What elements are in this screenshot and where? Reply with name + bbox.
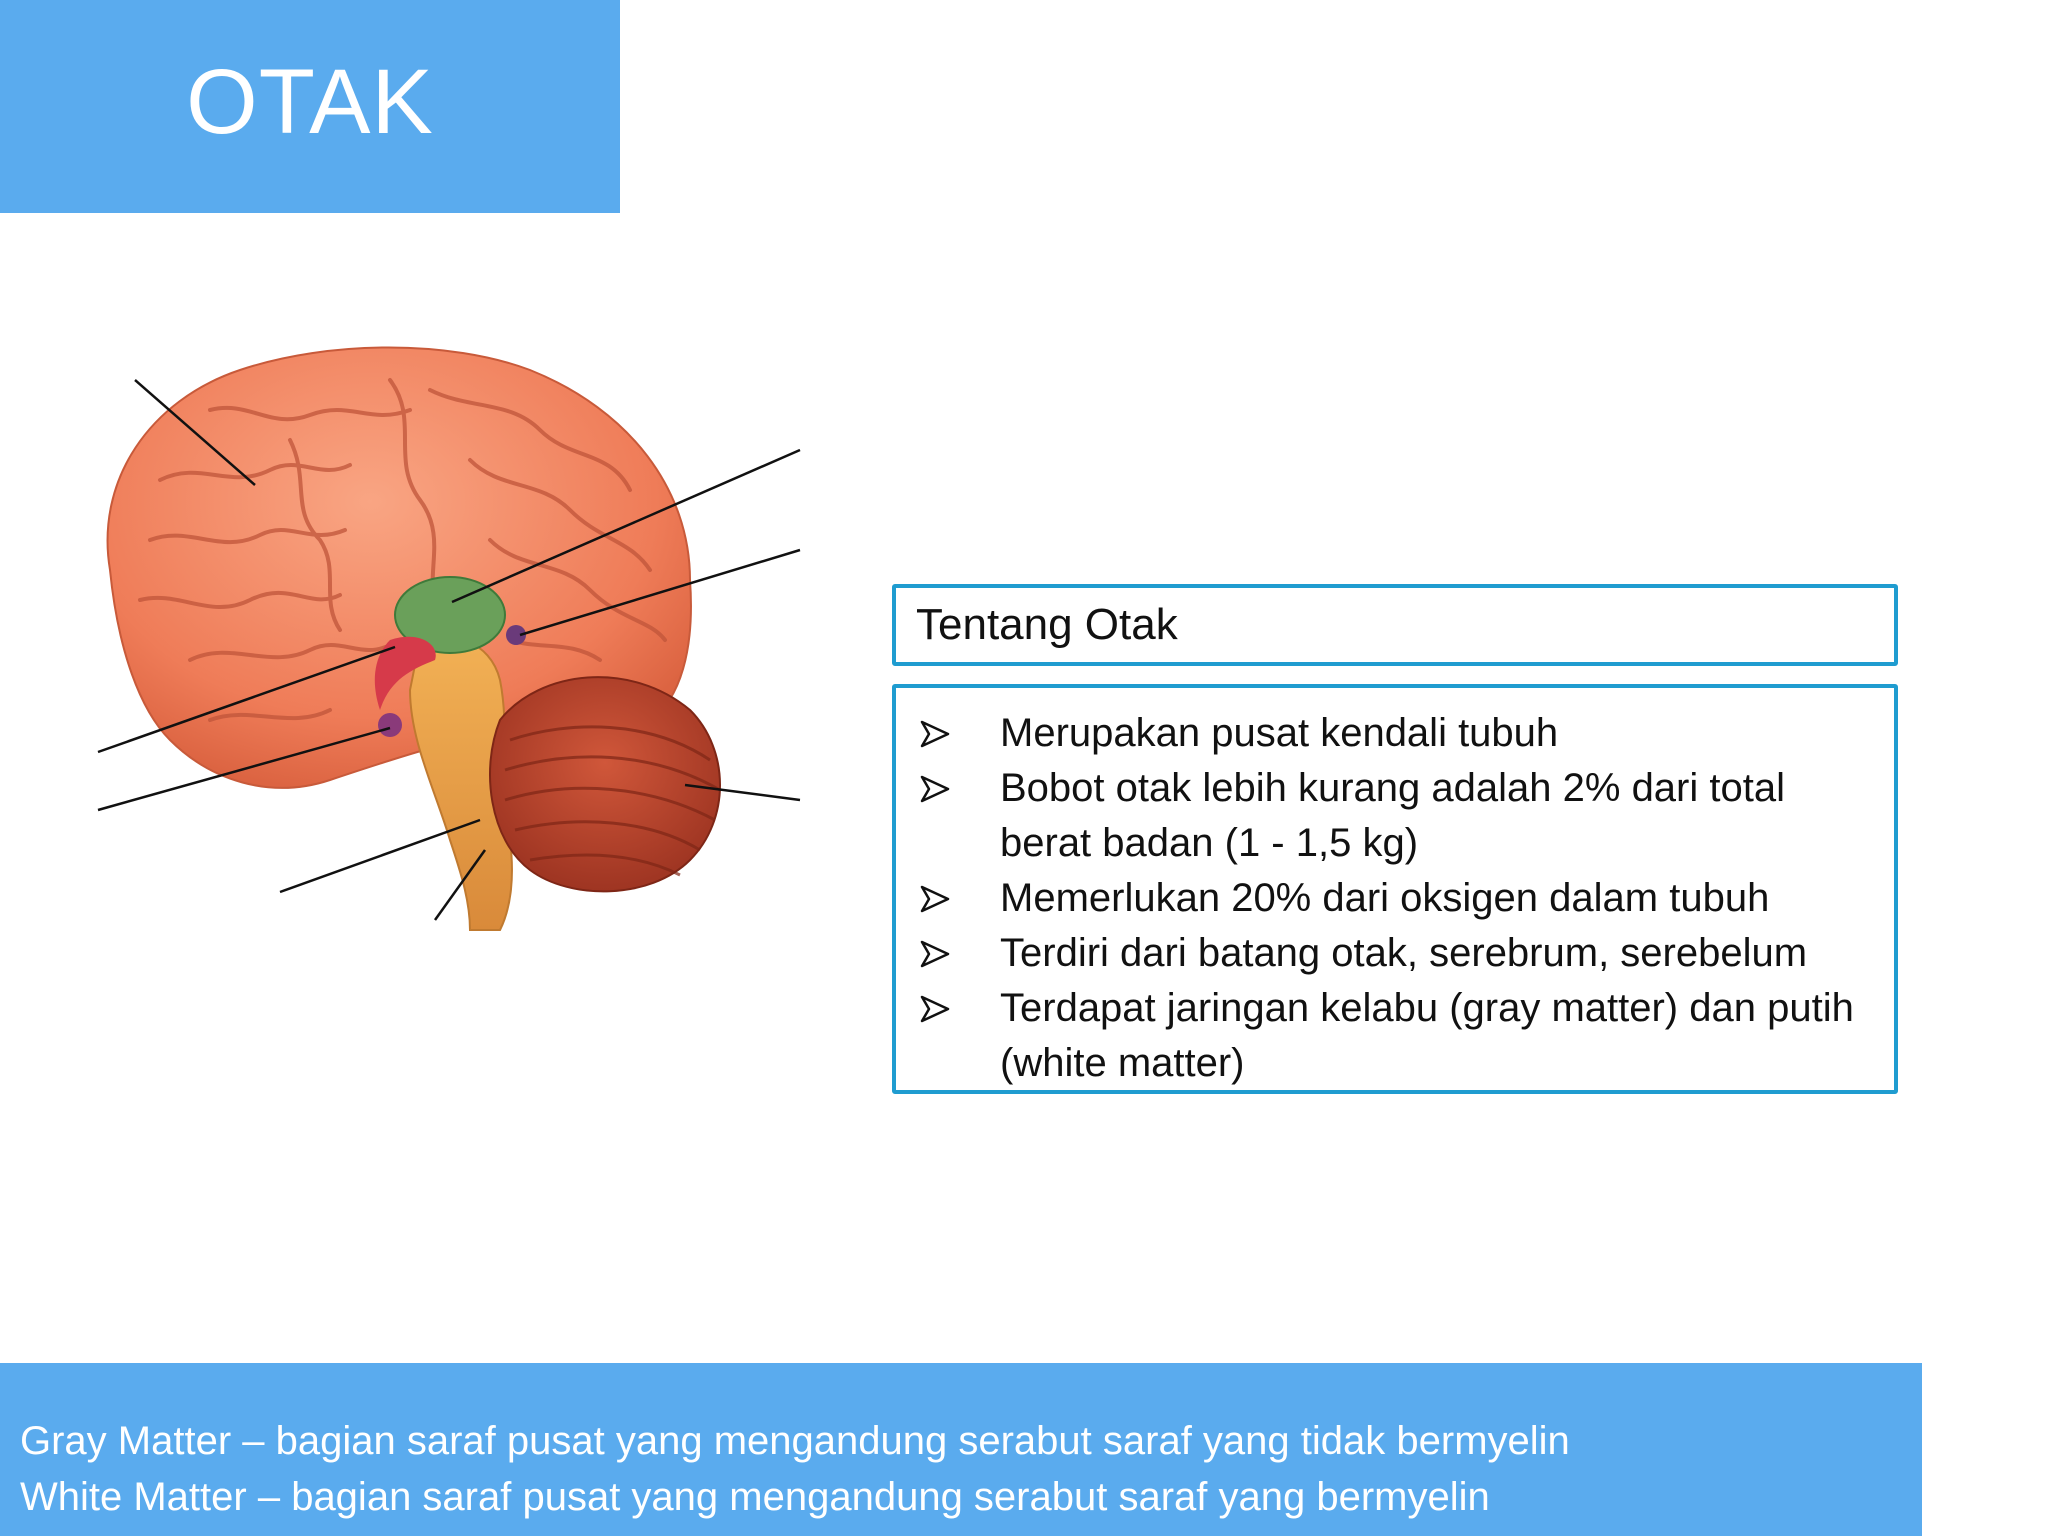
list-item bbox=[920, 926, 1874, 981]
arrowhead-bullet-icon bbox=[920, 926, 960, 981]
fact-text: Terdapat jaringan kelabu (gray matter) dan putih (white matter) bbox=[1000, 986, 1854, 1085]
gray-matter-definition: Gray Matter – bagian saraf pusat yang mengandung serabut saraf yang tidak bermyelin bbox=[20, 1419, 1570, 1463]
facts-box bbox=[892, 684, 1898, 1094]
fact-text: Memerlukan 20% dari oksigen dalam tubuh bbox=[1000, 876, 1770, 920]
title-banner bbox=[0, 0, 620, 213]
arrowhead-bullet-icon bbox=[920, 981, 960, 1036]
definitions-footer bbox=[0, 1363, 1922, 1536]
arrowhead-bullet-icon bbox=[920, 871, 960, 926]
facts-list bbox=[920, 706, 1874, 1091]
fact-text: Terdiri dari batang otak, serebrum, serebelum bbox=[1000, 931, 1808, 975]
arrowhead-bullet-icon bbox=[920, 706, 960, 761]
fact-text: Merupakan pusat kendali tubuh bbox=[1000, 711, 1559, 755]
arrowhead-bullet-icon bbox=[920, 761, 960, 816]
about-heading: Tentang Otak bbox=[916, 600, 1178, 649]
list-item bbox=[920, 981, 1874, 1091]
slide-title: OTAK bbox=[186, 51, 434, 153]
fact-text: Bobot otak lebih kurang adalah 2% dari total berat badan (1 - 1,5 kg) bbox=[1000, 766, 1785, 865]
list-item bbox=[920, 706, 1874, 761]
brain-illustration bbox=[90, 340, 820, 940]
about-heading-box bbox=[892, 584, 1898, 666]
list-item bbox=[920, 871, 1874, 926]
list-item bbox=[920, 761, 1874, 871]
white-matter-definition: White Matter – bagian saraf pusat yang mengandung serabut saraf yang bermyelin bbox=[20, 1475, 1490, 1519]
